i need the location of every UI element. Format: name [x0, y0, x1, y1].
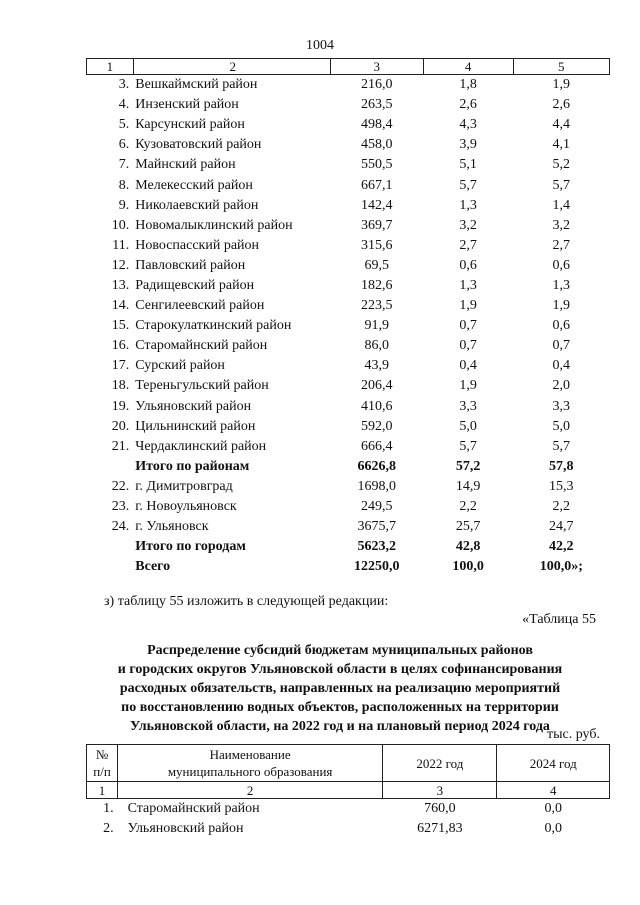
share-2022: 42,8: [455, 539, 481, 555]
share-2024: 2,6: [552, 97, 571, 113]
share-2022: 1,3: [459, 277, 477, 293]
municipality-name: Старомайнский район: [127, 801, 260, 816]
amount-2022: 760,0: [424, 801, 456, 816]
share-2022: 1,9: [459, 378, 477, 394]
share-2024: 1,9: [552, 298, 571, 314]
share-2022: 1,3: [459, 197, 477, 213]
municipality-name: Новоспасский район: [135, 237, 260, 253]
column-number-row: [87, 782, 610, 799]
row-number: 7.: [118, 157, 130, 173]
row-number: 22.: [111, 478, 130, 494]
row-number: [87, 537, 134, 557]
subsidy-share-table: [86, 58, 610, 577]
share-2024: 2,7: [552, 237, 571, 253]
share-2022: 3,3: [459, 398, 477, 414]
share-2022: 5,1: [459, 157, 477, 173]
share-2022: 0,6: [459, 257, 477, 273]
header-name: [118, 745, 383, 782]
municipality-name: Итого по городам: [135, 539, 246, 555]
row-number: 14.: [111, 298, 130, 314]
table-row: [87, 296, 610, 316]
subsidy-amount: 666,4: [360, 438, 393, 454]
subsidy-amount: 6626,8: [357, 458, 396, 474]
row-number: 20.: [111, 418, 130, 434]
share-2022: 57,2: [455, 458, 481, 474]
row-number: 21.: [111, 438, 130, 454]
column-number-row: [87, 59, 610, 75]
table-total-row: [87, 557, 610, 577]
table-row: [87, 376, 610, 396]
table-header-row: [87, 745, 610, 782]
share-2024: 4,4: [552, 117, 571, 133]
table-row: [87, 819, 610, 839]
share-2024: 0,7: [552, 338, 571, 354]
header-2022: 2022 год: [383, 745, 497, 782]
subsidy-amount: 667,1: [360, 177, 393, 193]
municipality-name: Всего: [135, 559, 171, 575]
municipality-name: Цильнинский район: [135, 418, 256, 434]
municipality-name: Сурский район: [135, 358, 225, 374]
row-number: 15.: [111, 318, 130, 334]
subsidy-amount: 498,4: [360, 117, 393, 133]
subsidy-amount: 223,5: [360, 298, 393, 314]
subsidy-amount: 182,6: [360, 277, 393, 293]
share-2024: 3,2: [552, 217, 571, 233]
subsidy-amount: 142,4: [360, 197, 393, 213]
municipality-name: Сенгилеевский район: [135, 298, 265, 314]
share-2022: 2,2: [459, 499, 477, 515]
column-number: 4: [497, 782, 610, 799]
row-number: [87, 557, 134, 577]
share-2022: 1,9: [459, 298, 477, 314]
municipality-name: Старокулаткинский район: [135, 318, 292, 334]
row-number: 19.: [111, 398, 130, 414]
share-2024: 2,0: [552, 378, 571, 394]
row-number: [87, 457, 134, 477]
row-number: 1.: [103, 801, 114, 816]
column-number: 3: [383, 782, 497, 799]
share-2024: 5,7: [552, 438, 571, 454]
row-number: 2.: [103, 821, 114, 836]
municipality-name: г. Новоульяновск: [135, 499, 237, 515]
table-row: [87, 799, 610, 820]
municipality-name: Инзенский район: [135, 97, 239, 113]
table-reference: «Таблица 55: [522, 612, 596, 627]
share-2024: 15,3: [549, 478, 574, 494]
title-line: Распределение субсидий бюджетам муниципальных районов: [147, 643, 533, 658]
municipality-name: Чердаклинский район: [135, 438, 267, 454]
column-number: 4: [423, 59, 513, 75]
instruction-text: з) таблицу 55 изложить в следующей редакции:: [104, 594, 389, 609]
table-row: [87, 417, 610, 437]
subsidy-amount: 3675,7: [357, 519, 396, 535]
share-2024: 24,7: [549, 519, 574, 535]
share-2024: 100,0»;: [539, 559, 583, 575]
table-row: [87, 397, 610, 417]
share-2022: 2,6: [459, 97, 477, 113]
municipality-name: Вешкаймский район: [135, 77, 258, 93]
share-2024: 57,8: [549, 458, 574, 474]
table-row: [87, 115, 610, 135]
row-number: 16.: [111, 338, 130, 354]
row-number: 17.: [111, 358, 130, 374]
share-2024: 1,9: [552, 77, 571, 93]
table-row: [87, 316, 610, 336]
municipality-name: Итого по районам: [135, 458, 250, 474]
share-2024: 3,3: [552, 398, 571, 414]
municipality-name: Карсунский район: [135, 117, 245, 133]
share-2022: 100,0: [452, 559, 484, 575]
table-row: [87, 477, 610, 497]
subsidy-amount: 550,5: [360, 157, 393, 173]
header-number: [87, 745, 118, 782]
share-2022: 14,9: [455, 478, 481, 494]
municipality-name: г. Ульяновск: [135, 519, 209, 535]
page-number: 1004: [306, 38, 334, 53]
subsidy-amount: 263,5: [360, 97, 393, 113]
municipality-name: Радищевский район: [135, 277, 255, 293]
column-number: 1: [87, 59, 134, 75]
municipality-name: Кузоватовский район: [135, 137, 262, 153]
share-2022: 1,8: [459, 77, 477, 93]
row-number: 13.: [111, 277, 130, 293]
subsidy-amount: 315,6: [360, 237, 393, 253]
subsidy-amount: 43,9: [364, 358, 389, 374]
table-row: [87, 155, 610, 175]
municipality-name: Ульяновский район: [135, 398, 252, 414]
subsidy-amount: 1698,0: [357, 478, 396, 494]
header-2024: 2024 год: [497, 745, 610, 782]
column-number: 3: [330, 59, 423, 75]
subsidy-amount: 91,9: [364, 318, 389, 334]
table-row: [87, 75, 610, 96]
table-row: [87, 437, 610, 457]
table-row: [87, 256, 610, 276]
column-number: 5: [513, 59, 609, 75]
table-row: [87, 336, 610, 356]
share-2024: 5,2: [552, 157, 571, 173]
subsidy-distribution-table: [86, 744, 610, 839]
row-number: 11.: [112, 237, 130, 253]
share-2022: 2,7: [459, 237, 477, 253]
share-2022: 5,0: [459, 418, 477, 434]
share-2022: 3,9: [459, 137, 477, 153]
share-2022: 5,7: [459, 438, 477, 454]
amount-2022: 6271,83: [417, 821, 463, 836]
share-2024: 1,4: [552, 197, 571, 213]
share-2022: 0,7: [459, 318, 477, 334]
municipality-name: Старомайнский район: [135, 338, 268, 354]
share-2024: 4,1: [552, 137, 571, 153]
row-number: 4.: [118, 97, 130, 113]
share-2024: 0,6: [552, 257, 571, 273]
row-number: 6.: [118, 137, 130, 153]
subsidy-amount: 86,0: [364, 338, 389, 354]
share-2022: 3,2: [459, 217, 477, 233]
share-2022: 25,7: [455, 519, 481, 535]
subsidy-amount: 249,5: [360, 499, 393, 515]
share-2024: 5,0: [552, 418, 571, 434]
table-row: [87, 517, 610, 537]
table-row: [87, 216, 610, 236]
share-2022: 0,7: [459, 338, 477, 354]
share-2024: 0,6: [552, 318, 571, 334]
table-row: [87, 497, 610, 517]
subsidy-amount: 458,0: [360, 137, 393, 153]
subsidy-amount: 410,6: [360, 398, 393, 414]
share-2024: 2,2: [552, 499, 571, 515]
header-number-symbol: №: [95, 747, 109, 762]
title-line: расходных обязательств, направленных на реализацию мероприятий: [119, 681, 561, 696]
row-number: 3.: [118, 77, 130, 93]
column-number: 1: [87, 782, 118, 799]
title-line: Ульяновской области, на 2022 год и на плановый период 2024 года: [130, 719, 550, 734]
share-2022: 5,7: [459, 177, 477, 193]
table-row: [87, 236, 610, 256]
share-2024: 42,2: [549, 539, 574, 555]
units-label: тыс. руб.: [547, 727, 600, 742]
table-row: [87, 276, 610, 296]
row-number: 5.: [118, 117, 130, 133]
table-row: [87, 196, 610, 216]
row-number: 9.: [118, 197, 130, 213]
row-number: 24.: [111, 519, 130, 535]
header-name-line: муниципального образования: [167, 764, 333, 779]
table-row: [87, 356, 610, 376]
title-line: и городских округов Ульяновской области в целях софинансирования: [117, 662, 563, 677]
subsidy-amount: 12250,0: [353, 559, 400, 575]
municipality-name: Ульяновский район: [127, 821, 244, 836]
municipality-name: Николаевский район: [135, 197, 259, 213]
subsidy-amount: 592,0: [360, 418, 393, 434]
share-2022: 0,4: [459, 358, 477, 374]
municipality-name: Новомалыклинский район: [135, 217, 293, 233]
column-number: 2: [118, 782, 383, 799]
header-number-abbr: п/п: [93, 764, 111, 779]
table-row: [87, 135, 610, 155]
header-name-line: Наименование: [209, 747, 291, 762]
municipality-name: Майнский район: [135, 157, 236, 173]
table-total-row: [87, 457, 610, 477]
municipality-name: Павловский район: [135, 257, 246, 273]
amount-2024: 0,0: [544, 801, 562, 816]
table-row: [87, 175, 610, 195]
subsidy-amount: 206,4: [360, 378, 393, 394]
table-title: [90, 641, 590, 736]
subsidy-amount: 369,7: [360, 217, 393, 233]
subsidy-amount: 216,0: [360, 77, 393, 93]
table-row: [87, 95, 610, 115]
share-2024: 0,4: [552, 358, 571, 374]
share-2022: 4,3: [459, 117, 477, 133]
municipality-name: Тереньгульский район: [135, 378, 269, 394]
row-number: 10.: [111, 217, 130, 233]
municipality-name: Мелекесский район: [135, 177, 253, 193]
share-2024: 5,7: [552, 177, 571, 193]
municipality-name: г. Димитровград: [135, 478, 233, 494]
subsidy-amount: 69,5: [364, 257, 389, 273]
row-number: 12.: [111, 257, 130, 273]
row-number: 8.: [118, 177, 130, 193]
subsidy-amount: 5623,2: [357, 539, 396, 555]
share-2024: 1,3: [552, 277, 571, 293]
column-number: 2: [133, 59, 330, 75]
title-line: по восстановлению водных объектов, расположенных на территории: [121, 700, 559, 715]
row-number: 23.: [111, 499, 130, 515]
table-total-row: [87, 537, 610, 557]
row-number: 18.: [111, 378, 130, 394]
amount-2024: 0,0: [544, 821, 562, 836]
